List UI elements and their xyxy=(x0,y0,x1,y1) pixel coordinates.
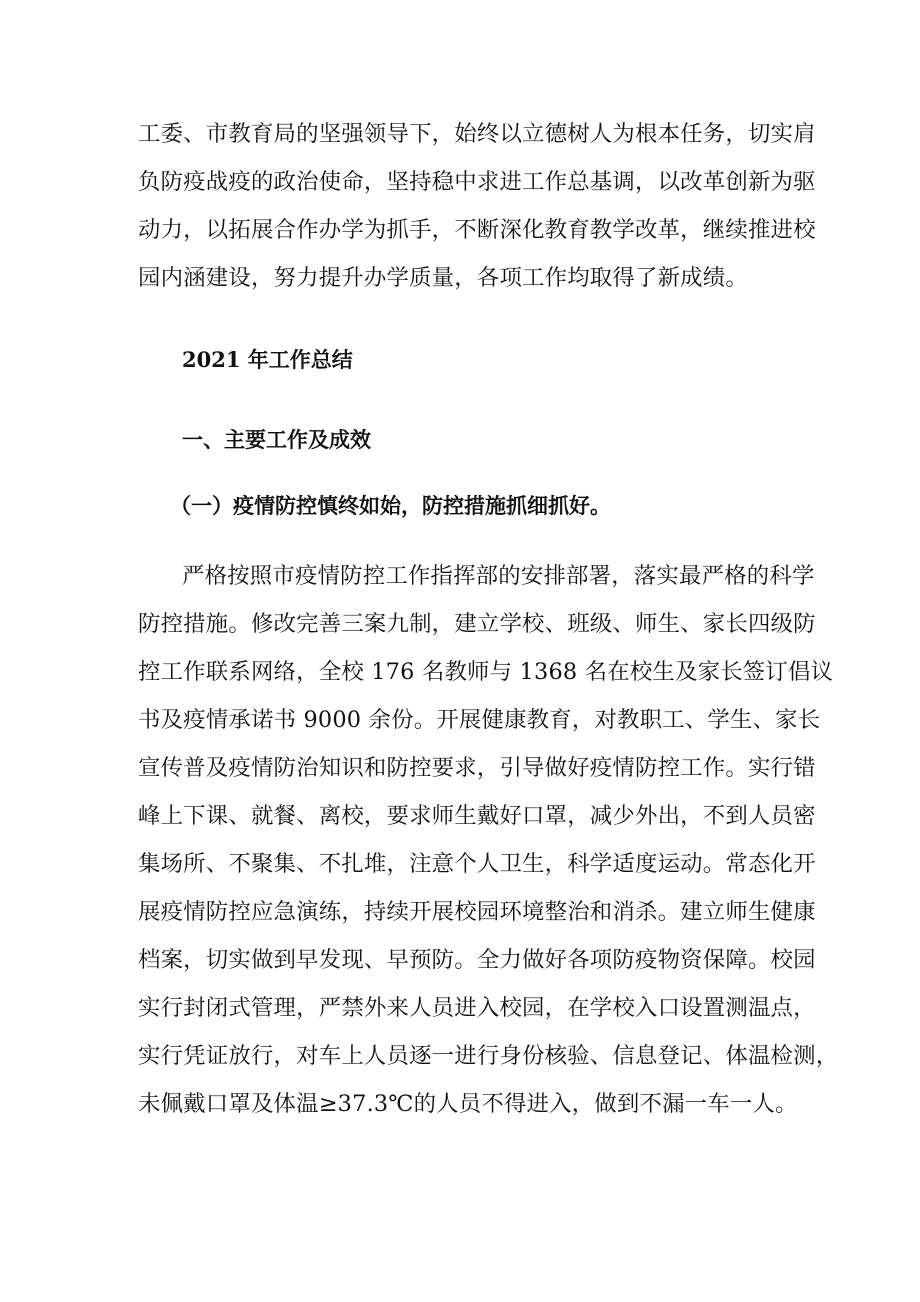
body-line-3: 控工作联系网络，全校 176 名教师与 1368 名在校生及家长签订倡议 xyxy=(138,659,834,685)
heading-subsection: （一）疫情防控慎终如始，防控措施抓细抓好。 xyxy=(170,493,611,518)
body-line-11: 实行凭证放行，对车上人员逐一进行身份核验、信息登记、体温检测， xyxy=(138,1043,839,1069)
intro-line-3: 动力，以拓展合作办学为抓手，不断深化教育教学改革，继续推进校 xyxy=(138,217,816,243)
body-line-4: 书及疫情承诺书 9000 余份。开展健康教育，对教职工、学生、家长 xyxy=(138,707,821,733)
body-line-6: 峰上下课、就餐、离校，要求师生戴好口罩，减少外出，不到人员密 xyxy=(138,803,816,829)
body-line-1: 严格按照市疫情防控工作指挥部的安排部署，落实最严格的科学 xyxy=(182,563,815,589)
body-line-9: 档案，切实做到早发现、早预防。全力做好各项防疫物资保障。校园 xyxy=(138,947,816,973)
intro-line-4: 园内涵建设，努力提升办学质量，各项工作均取得了新成绩。 xyxy=(138,265,748,291)
body-line-8: 展疫情防控应急演练，持续开展校园环境整治和消杀。建立师生健康 xyxy=(138,899,816,925)
heading-year-summary: 2021 年工作总结 xyxy=(182,347,353,372)
body-line-5: 宣传普及疫情防治知识和防控要求，引导做好疫情防控工作。实行错 xyxy=(138,755,816,781)
body-line-7: 集场所、不聚集、不扎堆，注意个人卫生，科学适度运动。常态化开 xyxy=(138,851,816,877)
intro-line-2: 负防疫战疫的政治使命，坚持稳中求进工作总基调，以改革创新为驱 xyxy=(138,169,816,195)
body-line-12: 未佩戴口罩及体温≥37.3℃的人员不得进入，做到不漏一车一人。 xyxy=(138,1091,798,1117)
heading-section: 一、主要工作及成效 xyxy=(182,427,371,452)
body-line-2: 防控措施。修改完善三案九制，建立学校、班级、师生、家长四级防 xyxy=(138,611,816,637)
body-line-10: 实行封闭式管理，严禁外来人员进入校园，在学校入口设置测温点， xyxy=(138,995,816,1021)
intro-line-1: 工委、市教育局的坚强领导下，始终以立德树人为根本任务，切实肩 xyxy=(138,121,816,147)
